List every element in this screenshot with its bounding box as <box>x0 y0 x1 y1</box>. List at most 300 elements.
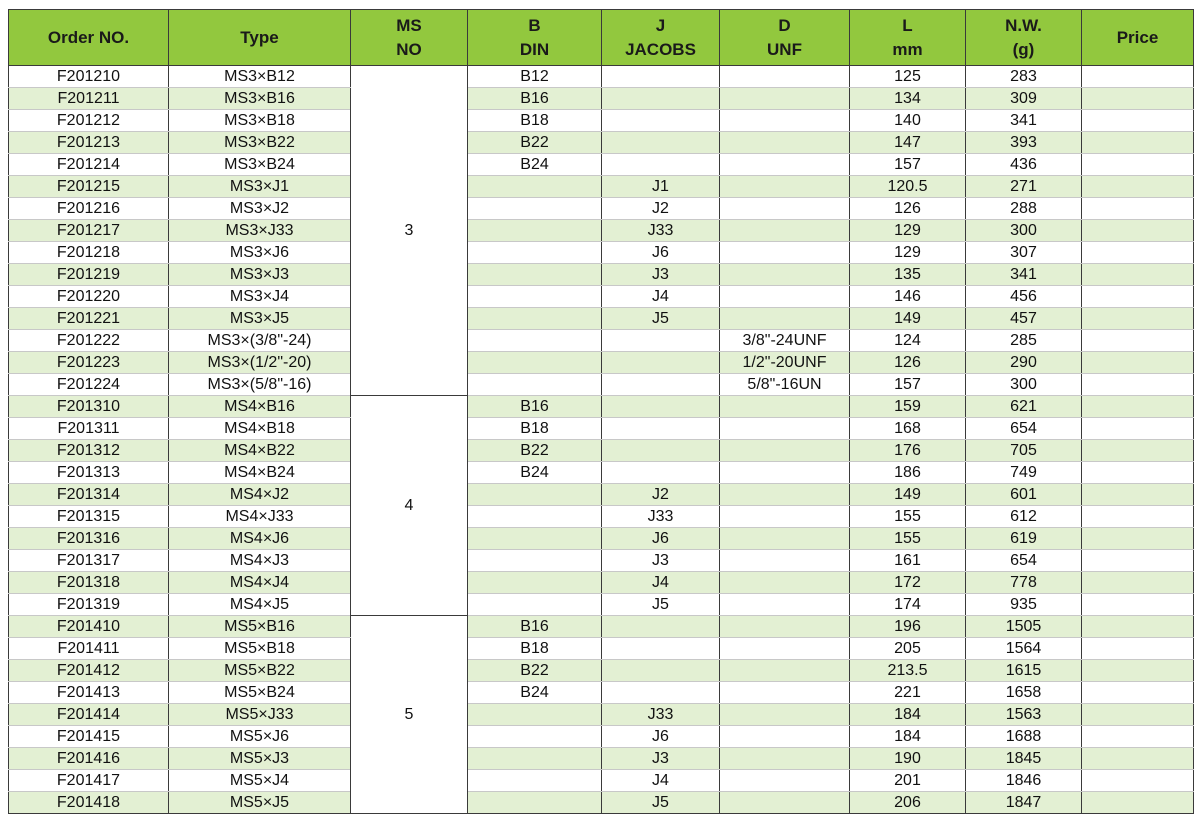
table-row <box>9 110 1194 132</box>
table-row <box>9 396 1194 418</box>
din-cell: B24 <box>468 154 602 176</box>
product-table <box>8 9 1194 814</box>
net-weight-cell: 778 <box>966 572 1082 594</box>
jacobs-cell <box>602 330 720 352</box>
order-no-cell: F201311 <box>9 418 169 440</box>
jacobs-cell <box>602 462 720 484</box>
header-type-label: Type <box>240 27 279 47</box>
jacobs-cell: J6 <box>602 726 720 748</box>
net-weight-cell: 654 <box>966 550 1082 572</box>
unf-cell <box>720 770 850 792</box>
length-cell: 201 <box>850 770 966 792</box>
unf-cell <box>720 506 850 528</box>
table-row <box>9 88 1194 110</box>
unf-cell <box>720 418 850 440</box>
order-no-cell: F201224 <box>9 374 169 396</box>
jacobs-cell: J5 <box>602 594 720 616</box>
table-row <box>9 748 1194 770</box>
table-row <box>9 792 1194 814</box>
din-cell: B22 <box>468 440 602 462</box>
table-row <box>9 330 1194 352</box>
unf-cell <box>720 308 850 330</box>
price-cell <box>1082 352 1194 374</box>
unf-cell <box>720 704 850 726</box>
price-cell <box>1082 242 1194 264</box>
jacobs-cell <box>602 110 720 132</box>
header-order-no-label: Order NO. <box>47 27 130 47</box>
type-cell: MS3×B22 <box>169 132 351 154</box>
length-cell: 134 <box>850 88 966 110</box>
jacobs-cell <box>602 440 720 462</box>
type-cell: MS4×J2 <box>169 484 351 506</box>
price-cell <box>1082 506 1194 528</box>
din-cell <box>468 704 602 726</box>
jacobs-cell <box>602 616 720 638</box>
table-row <box>9 66 1194 88</box>
order-no-cell: F201217 <box>9 220 169 242</box>
jacobs-cell <box>602 154 720 176</box>
net-weight-cell: 283 <box>966 66 1082 88</box>
unf-cell <box>720 198 850 220</box>
order-no-cell: F201222 <box>9 330 169 352</box>
order-no-cell: F201316 <box>9 528 169 550</box>
header-l-mm <box>850 10 966 66</box>
unf-cell <box>720 638 850 660</box>
unf-cell <box>720 286 850 308</box>
header-nw-line2: (g) <box>1012 39 1035 59</box>
din-cell <box>468 374 602 396</box>
type-cell: MS5×J4 <box>169 770 351 792</box>
din-cell <box>468 286 602 308</box>
type-cell: MS5×J6 <box>169 726 351 748</box>
table-row <box>9 484 1194 506</box>
price-cell <box>1082 66 1194 88</box>
price-cell <box>1082 220 1194 242</box>
length-cell: 196 <box>850 616 966 638</box>
order-no-cell: F201312 <box>9 440 169 462</box>
table-row <box>9 154 1194 176</box>
type-cell: MS4×B22 <box>169 440 351 462</box>
length-cell: 126 <box>850 352 966 374</box>
price-cell <box>1082 330 1194 352</box>
din-cell <box>468 264 602 286</box>
unf-cell <box>720 242 850 264</box>
unf-cell <box>720 660 850 682</box>
din-cell: B24 <box>468 462 602 484</box>
ms-no-cell: 3 <box>351 66 468 396</box>
order-no-cell: F201418 <box>9 792 169 814</box>
order-no-cell: F201417 <box>9 770 169 792</box>
unf-cell: 5/8"-16UN <box>720 374 850 396</box>
length-cell: 149 <box>850 484 966 506</box>
order-no-cell: F201211 <box>9 88 169 110</box>
order-no-cell: F201313 <box>9 462 169 484</box>
type-cell: MS3×B16 <box>169 88 351 110</box>
order-no-cell: F201220 <box>9 286 169 308</box>
header-price-label: Price <box>1116 27 1159 47</box>
type-cell: MS4×B24 <box>169 462 351 484</box>
jacobs-cell <box>602 352 720 374</box>
type-cell: MS3×(5/8"-16) <box>169 374 351 396</box>
din-cell <box>468 242 602 264</box>
length-cell: 159 <box>850 396 966 418</box>
net-weight-cell: 935 <box>966 594 1082 616</box>
price-cell <box>1082 594 1194 616</box>
length-cell: 186 <box>850 462 966 484</box>
price-cell <box>1082 792 1194 814</box>
net-weight-cell: 1688 <box>966 726 1082 748</box>
unf-cell <box>720 462 850 484</box>
table-row <box>9 286 1194 308</box>
price-cell <box>1082 550 1194 572</box>
header-b-line2: DIN <box>519 39 550 59</box>
order-no-cell: F201219 <box>9 264 169 286</box>
table-row <box>9 770 1194 792</box>
unf-cell <box>720 88 850 110</box>
order-no-cell: F201415 <box>9 726 169 748</box>
length-cell: 135 <box>850 264 966 286</box>
jacobs-cell: J4 <box>602 286 720 308</box>
order-no-cell: F201223 <box>9 352 169 374</box>
unf-cell <box>720 616 850 638</box>
type-cell: MS4×B18 <box>169 418 351 440</box>
type-cell: MS4×J6 <box>169 528 351 550</box>
length-cell: 172 <box>850 572 966 594</box>
din-cell: B24 <box>468 682 602 704</box>
length-cell: 168 <box>850 418 966 440</box>
table-row <box>9 374 1194 396</box>
order-no-cell: F201212 <box>9 110 169 132</box>
unf-cell <box>720 572 850 594</box>
unf-cell <box>720 176 850 198</box>
unf-cell <box>720 550 850 572</box>
order-no-cell: F201317 <box>9 550 169 572</box>
header-type <box>169 10 351 66</box>
type-cell: MS4×J5 <box>169 594 351 616</box>
jacobs-cell: J3 <box>602 550 720 572</box>
order-no-cell: F201318 <box>9 572 169 594</box>
unf-cell <box>720 154 850 176</box>
header-price <box>1082 10 1194 66</box>
type-cell: MS3×J4 <box>169 286 351 308</box>
din-cell: B22 <box>468 132 602 154</box>
net-weight-cell: 309 <box>966 88 1082 110</box>
unf-cell <box>720 484 850 506</box>
net-weight-cell: 1846 <box>966 770 1082 792</box>
length-cell: 146 <box>850 286 966 308</box>
table-row <box>9 132 1194 154</box>
header-ms-no <box>351 10 468 66</box>
type-cell: MS3×B12 <box>169 66 351 88</box>
length-cell: 126 <box>850 198 966 220</box>
header-l-line1: L <box>902 15 913 35</box>
length-cell: 155 <box>850 528 966 550</box>
price-cell <box>1082 198 1194 220</box>
price-cell <box>1082 704 1194 726</box>
price-cell <box>1082 616 1194 638</box>
price-cell <box>1082 176 1194 198</box>
header-j-jacobs <box>602 10 720 66</box>
jacobs-cell: J5 <box>602 308 720 330</box>
price-cell <box>1082 132 1194 154</box>
type-cell: MS5×J33 <box>169 704 351 726</box>
table-row <box>9 506 1194 528</box>
unf-cell: 1/2"-20UNF <box>720 352 850 374</box>
din-cell <box>468 198 602 220</box>
price-cell <box>1082 418 1194 440</box>
din-cell <box>468 528 602 550</box>
order-no-cell: F201310 <box>9 396 169 418</box>
net-weight-cell: 612 <box>966 506 1082 528</box>
table-row <box>9 550 1194 572</box>
din-cell: B12 <box>468 66 602 88</box>
header-net-weight <box>966 10 1082 66</box>
header-j-line2: JACOBS <box>625 39 696 59</box>
table-row <box>9 308 1194 330</box>
din-cell <box>468 572 602 594</box>
header-d-line1: D <box>778 15 791 35</box>
header-row <box>9 10 1194 66</box>
length-cell: 120.5 <box>850 176 966 198</box>
net-weight-cell: 271 <box>966 176 1082 198</box>
net-weight-cell: 705 <box>966 440 1082 462</box>
din-cell: B18 <box>468 110 602 132</box>
table-header <box>9 10 1194 66</box>
unf-cell <box>720 66 850 88</box>
net-weight-cell: 619 <box>966 528 1082 550</box>
jacobs-cell <box>602 682 720 704</box>
type-cell: MS5×B16 <box>169 616 351 638</box>
order-no-cell: F201413 <box>9 682 169 704</box>
header-j-line1: J <box>655 15 666 35</box>
order-no-cell: F201218 <box>9 242 169 264</box>
din-cell <box>468 176 602 198</box>
header-ms-line2: NO <box>396 39 422 59</box>
price-cell <box>1082 638 1194 660</box>
din-cell: B16 <box>468 396 602 418</box>
header-nw-line1: N.W. <box>1005 15 1042 35</box>
net-weight-cell: 621 <box>966 396 1082 418</box>
unf-cell <box>720 528 850 550</box>
table-row <box>9 242 1194 264</box>
jacobs-cell: J3 <box>602 264 720 286</box>
table-row <box>9 176 1194 198</box>
order-no-cell: F201315 <box>9 506 169 528</box>
order-no-cell: F201215 <box>9 176 169 198</box>
din-cell: B18 <box>468 418 602 440</box>
table-row <box>9 440 1194 462</box>
jacobs-cell: J5 <box>602 792 720 814</box>
type-cell: MS3×J5 <box>169 308 351 330</box>
price-cell <box>1082 308 1194 330</box>
net-weight-cell: 1564 <box>966 638 1082 660</box>
order-no-cell: F201214 <box>9 154 169 176</box>
type-cell: MS5×J5 <box>169 792 351 814</box>
jacobs-cell <box>602 132 720 154</box>
net-weight-cell: 307 <box>966 242 1082 264</box>
table-row <box>9 198 1194 220</box>
ms-no-cell: 5 <box>351 616 468 814</box>
jacobs-cell: J6 <box>602 242 720 264</box>
din-cell <box>468 330 602 352</box>
length-cell: 149 <box>850 308 966 330</box>
price-cell <box>1082 154 1194 176</box>
price-cell <box>1082 748 1194 770</box>
price-cell <box>1082 396 1194 418</box>
type-cell: MS5×B24 <box>169 682 351 704</box>
unf-cell <box>720 748 850 770</box>
order-no-cell: F201314 <box>9 484 169 506</box>
header-l-line2: mm <box>892 39 923 59</box>
net-weight-cell: 1505 <box>966 616 1082 638</box>
unf-cell <box>720 726 850 748</box>
din-cell <box>468 550 602 572</box>
type-cell: MS3×(1/2"-20) <box>169 352 351 374</box>
unf-cell <box>720 132 850 154</box>
price-cell <box>1082 440 1194 462</box>
length-cell: 213.5 <box>850 660 966 682</box>
type-cell: MS4×J3 <box>169 550 351 572</box>
jacobs-cell: J33 <box>602 704 720 726</box>
net-weight-cell: 601 <box>966 484 1082 506</box>
din-cell <box>468 352 602 374</box>
type-cell: MS5×B22 <box>169 660 351 682</box>
table-row <box>9 528 1194 550</box>
table-body <box>9 66 1194 814</box>
length-cell: 147 <box>850 132 966 154</box>
ms-no-cell: 4 <box>351 396 468 616</box>
length-cell: 124 <box>850 330 966 352</box>
order-no-cell: F201410 <box>9 616 169 638</box>
price-cell <box>1082 462 1194 484</box>
din-cell <box>468 220 602 242</box>
price-cell <box>1082 528 1194 550</box>
jacobs-cell <box>602 638 720 660</box>
jacobs-cell: J3 <box>602 748 720 770</box>
din-cell: B16 <box>468 88 602 110</box>
net-weight-cell: 749 <box>966 462 1082 484</box>
table-row <box>9 682 1194 704</box>
jacobs-cell: J1 <box>602 176 720 198</box>
price-cell <box>1082 110 1194 132</box>
type-cell: MS4×J4 <box>169 572 351 594</box>
jacobs-cell: J6 <box>602 528 720 550</box>
net-weight-cell: 1658 <box>966 682 1082 704</box>
unf-cell <box>720 682 850 704</box>
order-no-cell: F201213 <box>9 132 169 154</box>
price-cell <box>1082 572 1194 594</box>
net-weight-cell: 1847 <box>966 792 1082 814</box>
order-no-cell: F201412 <box>9 660 169 682</box>
net-weight-cell: 300 <box>966 220 1082 242</box>
type-cell: MS3×(3/8"-24) <box>169 330 351 352</box>
net-weight-cell: 393 <box>966 132 1082 154</box>
header-d-line2: UNF <box>767 39 802 59</box>
order-no-cell: F201414 <box>9 704 169 726</box>
din-cell <box>468 726 602 748</box>
jacobs-cell: J33 <box>602 506 720 528</box>
price-cell <box>1082 726 1194 748</box>
price-cell <box>1082 770 1194 792</box>
jacobs-cell <box>602 396 720 418</box>
unf-cell <box>720 792 850 814</box>
table-row <box>9 418 1194 440</box>
header-d-unf <box>720 10 850 66</box>
order-no-cell: F201210 <box>9 66 169 88</box>
type-cell: MS3×J33 <box>169 220 351 242</box>
unf-cell <box>720 594 850 616</box>
net-weight-cell: 288 <box>966 198 1082 220</box>
price-cell <box>1082 374 1194 396</box>
type-cell: MS3×J6 <box>169 242 351 264</box>
length-cell: 161 <box>850 550 966 572</box>
table-row <box>9 572 1194 594</box>
din-cell <box>468 484 602 506</box>
table-row <box>9 220 1194 242</box>
length-cell: 155 <box>850 506 966 528</box>
table-row <box>9 704 1194 726</box>
jacobs-cell <box>602 66 720 88</box>
unf-cell <box>720 110 850 132</box>
table-row <box>9 594 1194 616</box>
price-cell <box>1082 88 1194 110</box>
din-cell <box>468 770 602 792</box>
net-weight-cell: 1615 <box>966 660 1082 682</box>
unf-cell <box>720 396 850 418</box>
type-cell: MS3×J3 <box>169 264 351 286</box>
order-no-cell: F201416 <box>9 748 169 770</box>
type-cell: MS4×J33 <box>169 506 351 528</box>
length-cell: 174 <box>850 594 966 616</box>
order-no-cell: F201411 <box>9 638 169 660</box>
table-row <box>9 352 1194 374</box>
din-cell: B16 <box>468 616 602 638</box>
length-cell: 190 <box>850 748 966 770</box>
header-ms-line1: MS <box>396 15 422 35</box>
length-cell: 206 <box>850 792 966 814</box>
type-cell: MS3×J1 <box>169 176 351 198</box>
jacobs-cell: J33 <box>602 220 720 242</box>
net-weight-cell: 457 <box>966 308 1082 330</box>
jacobs-cell <box>602 374 720 396</box>
jacobs-cell <box>602 418 720 440</box>
table-row <box>9 616 1194 638</box>
header-order-no <box>9 10 169 66</box>
net-weight-cell: 654 <box>966 418 1082 440</box>
din-cell <box>468 594 602 616</box>
table-row <box>9 660 1194 682</box>
price-cell <box>1082 264 1194 286</box>
net-weight-cell: 300 <box>966 374 1082 396</box>
table-row <box>9 638 1194 660</box>
din-cell: B22 <box>468 660 602 682</box>
net-weight-cell: 341 <box>966 110 1082 132</box>
unf-cell <box>720 440 850 462</box>
net-weight-cell: 456 <box>966 286 1082 308</box>
unf-cell: 3/8"-24UNF <box>720 330 850 352</box>
din-cell <box>468 748 602 770</box>
net-weight-cell: 285 <box>966 330 1082 352</box>
length-cell: 157 <box>850 154 966 176</box>
length-cell: 205 <box>850 638 966 660</box>
table-row <box>9 726 1194 748</box>
price-cell <box>1082 286 1194 308</box>
type-cell: MS3×B24 <box>169 154 351 176</box>
type-cell: MS5×J3 <box>169 748 351 770</box>
jacobs-cell <box>602 660 720 682</box>
price-cell <box>1082 484 1194 506</box>
length-cell: 176 <box>850 440 966 462</box>
